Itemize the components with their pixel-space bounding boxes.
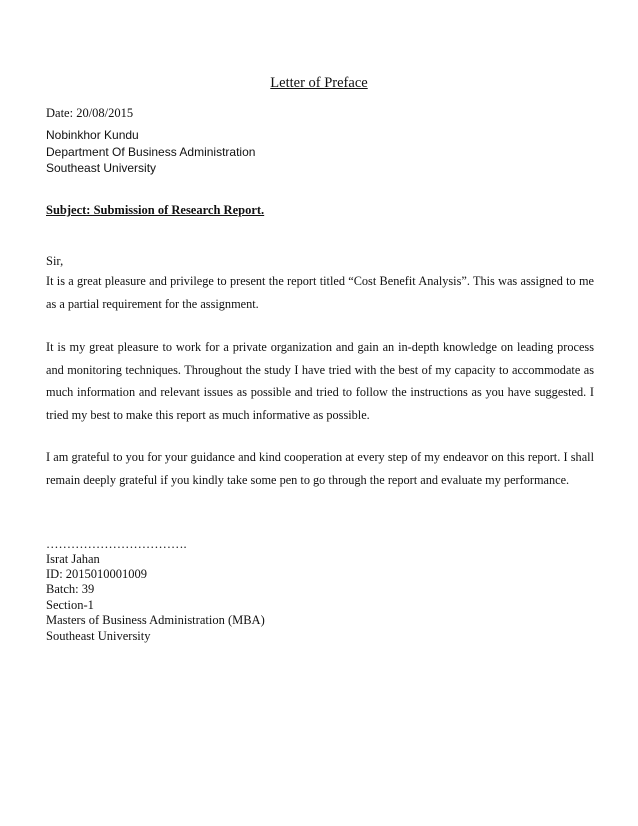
sender-section: Section-1 (46, 598, 94, 612)
sender-university: Southeast University (46, 629, 151, 643)
body-paragraph-2: It is my great pleasure to work for a private organization and gain an in-depth knowledge on leading process and monitoring techniques. Throughout the study I have tried with the best of my capacity to accommodate as much information and relevant issues as possible and tried to follow the instructions as you have suggested. I tried my best to make this report as much informative as possible. (46, 340, 594, 422)
sender-name: Israt Jahan (46, 552, 100, 566)
sender-program: Masters of Business Administration (MBA) (46, 613, 265, 627)
signature-line: ……………………………. (46, 537, 187, 551)
letter-title: Letter of Preface (270, 75, 368, 91)
sender-batch: Batch: 39 (46, 582, 95, 596)
recipient-department: Department Of Business Administration (46, 145, 256, 159)
recipient-university: Southeast University (46, 161, 157, 175)
letter-date: Date: 20/08/2015 (46, 106, 134, 120)
body-paragraph-1: It is a great pleasure and privilege to present the report titled “Cost Benefit Analysis”. This was assigned to me as a partial requirement for the assignment. (46, 274, 594, 311)
sender-id: ID: 2015010001009 (46, 567, 148, 581)
body-paragraph-3: I am grateful to you for your guidance and kind cooperation at every step of my endeavor on this report. I shall remain deeply grateful if you kindly take some pen to go through the report and evaluate my performance. (46, 450, 594, 487)
recipient-name: Nobinkhor Kundu (46, 128, 139, 142)
salutation: Sir, (46, 254, 64, 268)
letter-subject: Subject: Submission of Research Report. (46, 203, 265, 217)
